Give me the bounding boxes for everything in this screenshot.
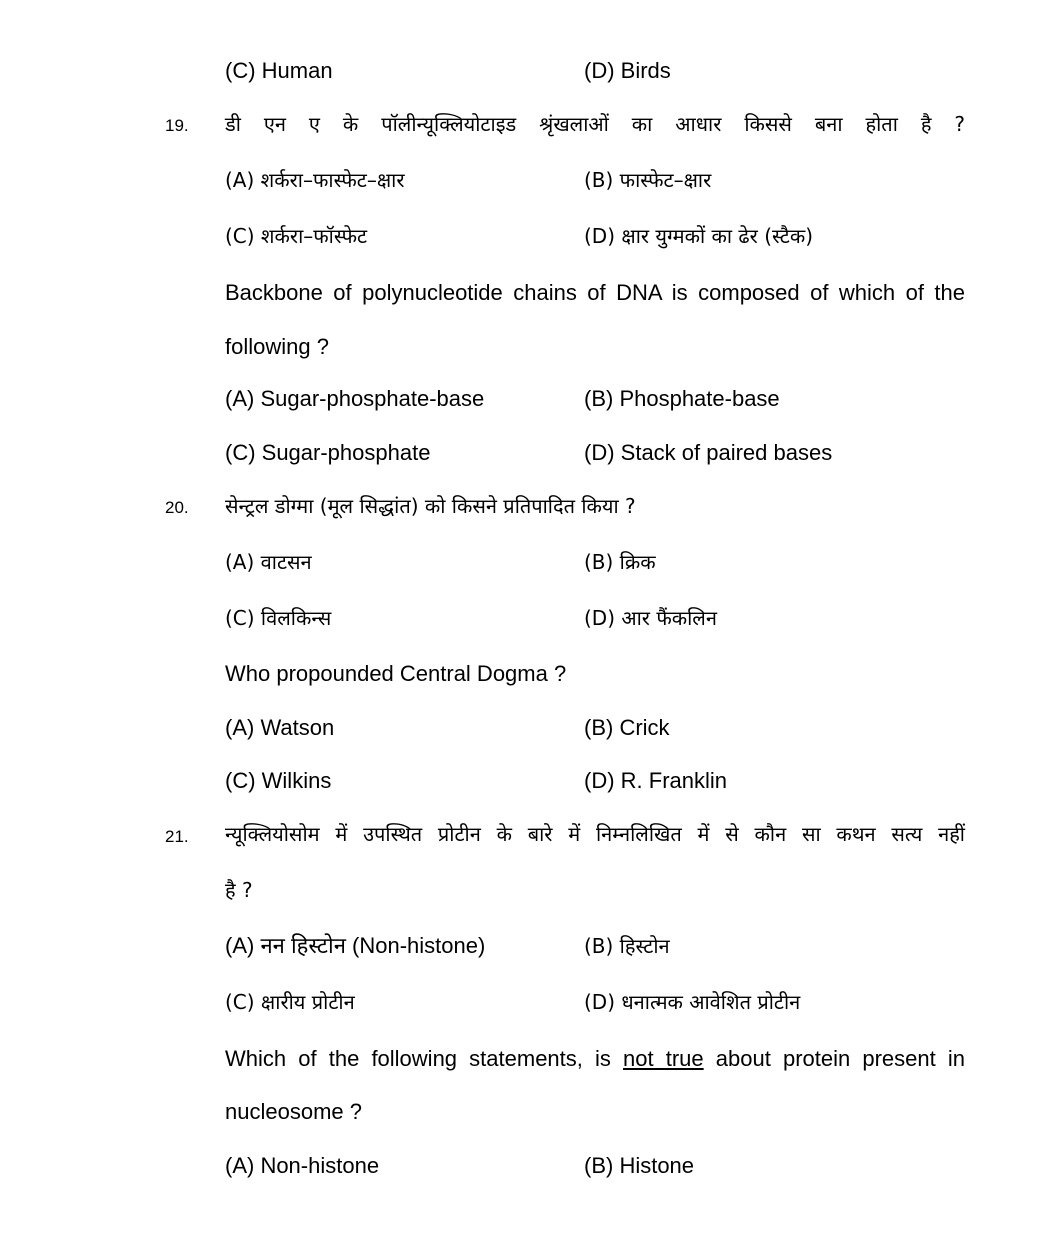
q18-option-d: (D) Birds [584, 58, 671, 83]
q18-option-c: (C) Human [225, 58, 333, 83]
q19-option-a-hindi: (A) शर्करा–फास्फेट–क्षार [225, 168, 405, 192]
q20-option-c-hindi: (C) विलकिन्स [225, 606, 332, 630]
q20-number: 20. [165, 498, 189, 517]
q19-option-d: (D) Stack of paired bases [584, 440, 833, 465]
q21-question-english-cont: nucleosome ? [225, 1099, 362, 1124]
q19-number: 19. [165, 116, 189, 135]
q19-option-d-hindi: (D) क्षार युग्मकों का ढेर (स्टैक) [584, 224, 814, 248]
q21-question-hindi-cont: है ? [225, 878, 253, 902]
q20-option-a: (A) Watson [225, 715, 335, 740]
q20-question-english: Who propounded Central Dogma ? [225, 661, 567, 686]
q19-question-english: Backbone of polynucleotide chains of DNA is composed of which of the [225, 280, 965, 305]
q21-question-english-part2: about protein present in [703, 1046, 965, 1071]
q19-option-b-hindi: (B) फास्फेट–क्षार [584, 168, 712, 192]
q21-option-c-hindi: (C) क्षारीय प्रोटीन [225, 990, 355, 1014]
q21-question-english [225, 1046, 965, 1072]
q19-question-english-cont: following ? [225, 334, 329, 359]
q20-option-b: (B) Crick [584, 715, 670, 740]
q21-option-a: (A) Non-histone [225, 1153, 380, 1178]
q21-option-a-hindi: (A) नन हिस्टोन (Non-histone) [225, 933, 486, 958]
q21-question-hindi: न्यूक्लियोसोम में उपस्थित प्रोटीन के बारे में निम्नलिखित में से कौन सा कथन सत्य नहीं [225, 822, 965, 846]
q20-option-c: (C) Wilkins [225, 768, 332, 793]
q20-option-a-hindi: (A) वाटसन [225, 550, 312, 574]
q21-question-english-part1: Which of the following statements, is [225, 1046, 624, 1071]
q21-option-d-hindi: (D) धनात्मक आवेशित प्रोटीन [584, 990, 801, 1014]
q20-option-b-hindi: (B) क्रिक [584, 550, 656, 574]
q21-option-b-hindi: (B) हिस्टोन [584, 934, 670, 958]
q20-option-d-hindi: (D) आर फैंकलिन [584, 606, 717, 630]
q19-option-c-hindi: (C) शर्करा–फॉस्फेट [225, 224, 368, 248]
q20-option-d: (D) R. Franklin [584, 768, 728, 793]
q21-underlined-phrase: not true [623, 1046, 704, 1071]
q20-question-hindi: सेन्ट्रल डोग्मा (मूल सिद्धांत) को किसने प्रतिपादित किया ? [225, 494, 636, 518]
q19-question-hindi: डी एन ए के पॉलीन्यूक्लियोटाइड श्रृंखलाओं का आधार किससे बना होता है ? [225, 112, 965, 136]
q21-number: 21. [165, 827, 189, 846]
q19-option-b: (B) Phosphate-base [584, 386, 780, 411]
q19-option-a: (A) Sugar-phosphate-base [225, 386, 485, 411]
q21-option-b: (B) Histone [584, 1153, 695, 1178]
q19-option-c: (C) Sugar-phosphate [225, 440, 431, 465]
